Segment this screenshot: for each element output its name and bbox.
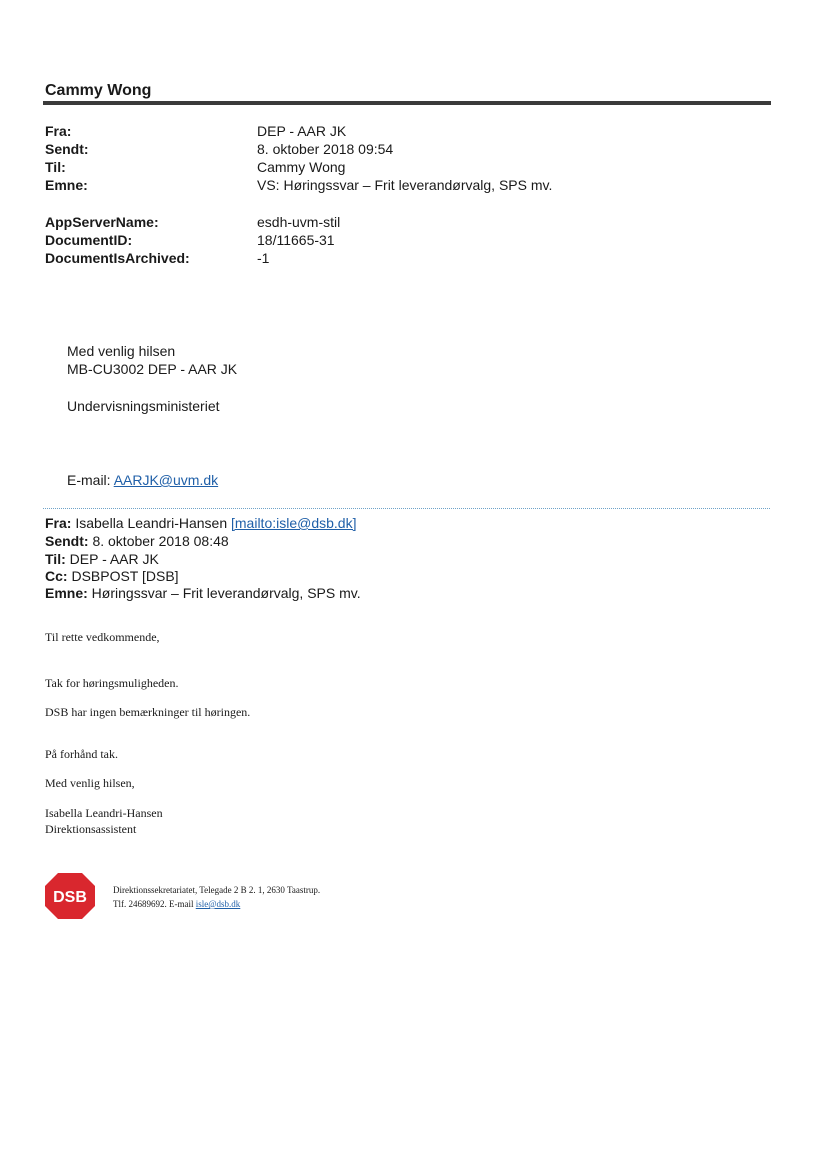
forwarded-to-value: DEP - AAR JK	[65, 551, 159, 567]
header-label: Emne:	[45, 177, 88, 193]
header-label: Til:	[45, 159, 66, 175]
footer-contact	[113, 899, 240, 910]
header-label: Sendt:	[45, 141, 89, 157]
forwarded-sent-label: Sendt:	[45, 533, 89, 549]
forwarded-from	[45, 514, 356, 532]
meta-value: esdh-uvm-stil	[257, 214, 341, 230]
header-value: DEP - AAR JK	[257, 123, 347, 139]
email-label: E-mail:	[67, 472, 114, 488]
header-value: Cammy Wong	[257, 159, 346, 175]
footer-address: Direktionssekretariatet, Telegade 2 B 2. 1, 2630 Taastrup.	[113, 885, 321, 895]
meta-label: DocumentID:	[45, 232, 133, 248]
forwarded-from-label: Fra:	[45, 515, 72, 531]
message-separator	[43, 508, 770, 509]
dsb-logo-text: DSB	[53, 889, 87, 906]
signature-greeting: Med venlig hilsen	[67, 343, 176, 359]
body-line-1: Tak for høringsmuligheden.	[45, 676, 179, 690]
forwarded-sent-value: 8. oktober 2018 08:48	[88, 533, 229, 549]
body-name: Isabella Leandri-Hansen	[45, 806, 163, 820]
meta-label: DocumentIsArchived:	[45, 250, 190, 266]
meta-value: -1	[257, 250, 270, 266]
signature-org: Undervisningsministeriet	[67, 398, 220, 414]
forwarded-subject	[45, 584, 361, 602]
forwarded-from-name: Isabella Leandri-Hansen	[71, 515, 231, 531]
body-title: Direktionsassistent	[45, 822, 137, 836]
dsb-logo	[44, 872, 96, 920]
body-line-2: DSB har ingen bemærkninger til høringen.	[45, 705, 251, 719]
document-owner: Cammy Wong	[45, 82, 152, 99]
footer-phone: Tlf. 24689692. E-mail	[113, 899, 196, 909]
meta-label: AppServerName:	[45, 214, 159, 230]
header-value: VS: Høringssvar – Frit leverandørvalg, SPS mv.	[257, 177, 553, 193]
header-label: Fra:	[45, 123, 72, 139]
email-link[interactable]: AARJK@uvm.dk	[113, 472, 219, 488]
forwarded-cc-value: DSBPOST [DSB]	[67, 568, 179, 584]
forwarded-cc-label: Cc:	[45, 568, 68, 584]
signature-email-line	[67, 471, 218, 489]
header-rule	[43, 101, 771, 105]
forwarded-sent	[45, 532, 229, 550]
body-closing: Med venlig hilsen,	[45, 776, 135, 790]
forwarded-cc	[45, 567, 179, 585]
header-value: 8. oktober 2018 09:54	[257, 141, 394, 157]
body-salutation: Til rette vedkommende,	[45, 630, 160, 644]
meta-value: 18/11665-31	[257, 232, 335, 248]
forwarded-to	[45, 550, 159, 568]
forwarded-to-label: Til:	[45, 551, 66, 567]
forwarded-subject-label: Emne:	[45, 585, 88, 601]
forwarded-mailto-link[interactable]: [mailto:isle@dsb.dk]	[231, 515, 357, 531]
footer-email-link[interactable]: isle@dsb.dk	[195, 899, 241, 909]
signature-sender: MB-CU3002 DEP - AAR JK	[67, 361, 238, 377]
body-line-3: På forhånd tak.	[45, 747, 118, 761]
forwarded-subject-value: Høringssvar – Frit leverandørvalg, SPS mv.	[87, 585, 361, 601]
